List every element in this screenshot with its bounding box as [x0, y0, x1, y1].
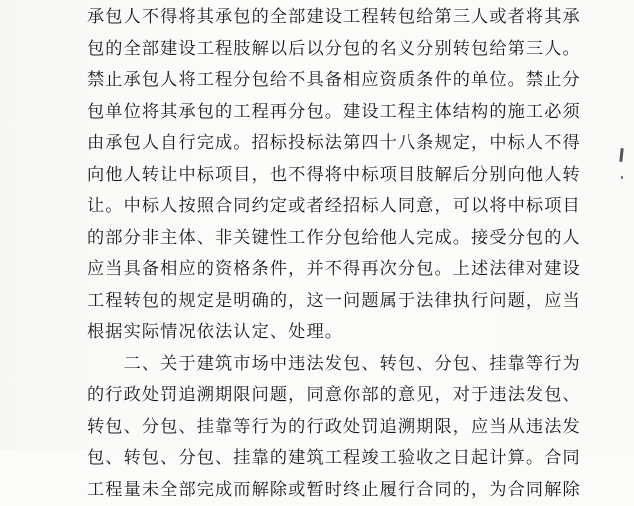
text-line: 的行政处罚追溯期限问题，同意你部的意见，对于违法发包、 — [87, 380, 617, 412]
text-line: 让。中标人按照合同约定或者经招标人同意，可以将中标项目 — [87, 191, 617, 223]
text-line: 二、关于建筑市场中违法发包、转包、分包、挂靠等行为 — [87, 349, 617, 381]
document-body — [87, 2, 617, 506]
text-line: 包、转包、分包、挂靠的建筑工程竣工验收之日起计算。合同 — [87, 443, 617, 475]
text-line: 由承包人自行完成。招标投标法第四十八条规定，中标人不得 — [87, 128, 617, 160]
text-line: 工程量未全部完成而解除或暂时终止履行合同的，为合同解除 — [87, 475, 617, 506]
text-line: 转包、分包、挂靠等行为的行政处罚追溯期限，应当从违法发 — [87, 412, 617, 444]
text-line: 包单位将其承包的工程再分包。建设工程主体结构的施工必须 — [87, 97, 617, 129]
text-line: 向他人转让中标项目，也不得将中标项目肢解后分别向他人转 — [87, 160, 617, 192]
margin-mark — [619, 148, 623, 162]
margin-dot — [621, 176, 623, 179]
text-line: 禁止承包人将工程分包给不具备相应资质条件的单位。禁止分 — [87, 65, 617, 97]
text-line: 包的全部建设工程肢解以后以分包的名义分别转包给第三人。 — [87, 34, 617, 66]
text-line: 承包人不得将其承包的全部建设工程转包给第三人或者将其承 — [87, 2, 617, 34]
text-line: 的部分非主体、非关键性工作分包给他人完成。接受分包的人 — [87, 223, 617, 255]
text-line: 应当具备相应的资格条件，并不得再次分包。上述法律对建设 — [87, 254, 617, 286]
text-line: 工程转包的规定是明确的，这一问题属于法律执行问题，应当 — [87, 286, 617, 318]
text-line: 根据实际情况依法认定、处理。 — [87, 317, 617, 349]
